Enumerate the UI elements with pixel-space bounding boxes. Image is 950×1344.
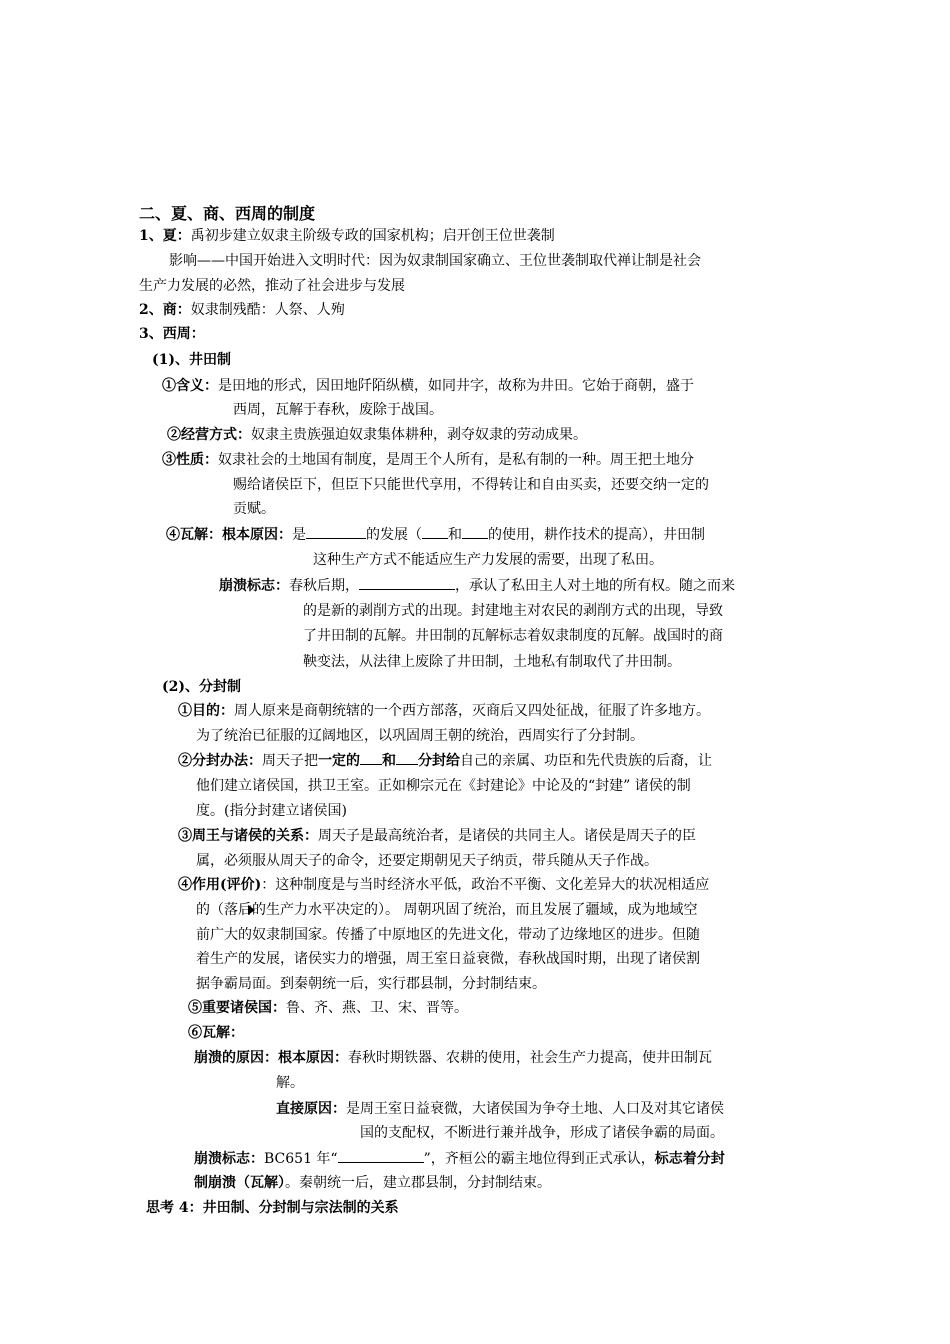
fenfeng-relation-1: 周天子是最高统治者，是诸侯的共同主人。诸侯是周天子的臣 [318, 828, 696, 844]
fenfeng-purpose-line [178, 700, 710, 722]
jingtian-sign-3: 了井田制的瓦解。井田制的瓦解标志着奴隶制度的瓦解。战国时的商 [303, 628, 723, 644]
fenfeng-method-1e: 自己的亲属、功臣和先代贵族的后裔，让 [460, 753, 712, 769]
fenfeng-collapse-label: ⑥瓦解： [188, 1025, 244, 1041]
fenfeng-sign-2a: 制崩溃（瓦解） [194, 1175, 285, 1191]
fenfeng-effect-2a: 的（落后 [196, 902, 252, 918]
fenfeng-direct-2: 国的支配权，不断进行兼并战争，形成了诸侯争霸的局面。 [360, 1125, 724, 1141]
jingtian-root-1a: 是 [292, 527, 306, 543]
fenfeng-purpose-label: ①目的： [178, 703, 234, 719]
fenfeng-states-line [188, 997, 468, 1019]
jingtian-sign-2: 的是新的剥削方式的出现。封建地主对农民的剥削方式的出现，导致 [303, 603, 723, 619]
jingtian-root-label: 根本原因： [222, 527, 292, 543]
blank-5 [360, 750, 382, 765]
blank-6 [396, 750, 418, 765]
fenfeng-sign-label: 崩溃标志： [194, 1151, 264, 1167]
fenfeng-method-1c: 和 [382, 753, 396, 769]
jingtian-collapse-line [166, 524, 705, 546]
jingtian-root-1b: 的发展（ [366, 527, 422, 543]
fenfeng-method-1a: 周天子把 [262, 753, 318, 769]
think-4: 思考 4：井田制、分封制与宗法制的关系 [146, 1200, 399, 1216]
fenfeng-relation-2: 属，必须服从周天子的命令，还要定期朝见天子纳贡，带兵随从天子作战。 [196, 853, 658, 869]
jingtian-operation-label: ②经营方式： [167, 427, 251, 443]
fenfeng-method-label: ②分封办法： [178, 753, 262, 769]
jingtian-meaning-label: ①含义： [162, 378, 218, 394]
jingtian-sign-1b: ，承认了私田主人对土地的所有权。随之而来 [455, 578, 735, 594]
blank-1 [306, 524, 366, 539]
jingtian-nature-2: 赐给诸侯臣下，但臣下只能世代享用，不得转让和自由买卖，还要交纳一定的 [233, 477, 709, 493]
jingtian-root-1c: 和 [448, 527, 462, 543]
fenfeng-effect-label: ④作用(评价) [178, 877, 262, 893]
xia-impact-2: 生产力发展的必然，推动了社会进步与发展 [139, 278, 405, 294]
fenfeng-sign-1a: BC651 年“ [264, 1151, 338, 1167]
fenfeng-effect-1: ：这种制度是与当时经济水平低，政治不平衡、文化差异大的状况相适应 [261, 877, 710, 893]
xia-heading: 1、夏： [139, 228, 191, 244]
fenfeng-root-label: 根本原因： [278, 1050, 348, 1066]
fenfeng-direct-line [276, 1098, 724, 1120]
shang-text: 奴隶制残酷：人祭、人殉 [190, 302, 345, 318]
fenfeng-effect-line [178, 874, 709, 896]
fenfeng-effect-3: 前广大的奴隶制国家。传播了中原地区的先进文化，带动了边缘地区的进步。但随 [196, 927, 700, 943]
xia-text: 禹初步建立奴隶主阶级专政的国家机构；启开创王位世袭制 [190, 228, 555, 244]
fenfeng-method-line [178, 750, 712, 772]
fenfeng-direct-1: 是周王室日益衰微，大诸侯国为争夺土地、人口及对其它诸侯 [346, 1101, 724, 1117]
fenfeng-effect-2-line [196, 899, 697, 921]
fenfeng-heading: (2)、分封制 [162, 679, 241, 695]
fenfeng-method-3: 度。(指分封建立诸侯国) [196, 803, 347, 819]
shang-heading: 2、商： [139, 302, 191, 318]
jingtian-operation-text: 奴隶主贵族强迫奴隶集体耕种，剥夺奴隶的劳动成果。 [251, 427, 587, 443]
jingtian-sign-line [219, 575, 735, 597]
shang-line [139, 299, 345, 321]
jingtian-nature-line [162, 449, 694, 471]
fenfeng-effect-2b: 的生产力水平决定的）。 周朝巩固了统治，而且发展了疆域，成为地域空 [252, 902, 698, 918]
section-title: 二、夏、商、西周的制度 [139, 204, 316, 223]
fenfeng-relation-label: ③周王与诸侯的关系： [178, 828, 318, 844]
fenfeng-sign-2-line [194, 1172, 551, 1194]
blank-2 [422, 524, 448, 539]
jingtian-nature-3: 贡赋。 [233, 501, 275, 517]
jingtian-sign-4: 鞅变法，从法律上废除了井田制，土地私有制取代了井田制。 [303, 654, 681, 670]
jingtian-heading: (1)、井田制 [152, 352, 231, 368]
fenfeng-relation-line [178, 825, 696, 847]
fenfeng-sign-1c: 标志着分封 [654, 1151, 725, 1167]
blank-7 [338, 1148, 424, 1163]
xizhou-heading: 3、西周： [139, 326, 205, 342]
blank-3 [462, 524, 488, 539]
jingtian-sign-label: 崩溃标志： [219, 578, 289, 594]
fenfeng-effect-5: 据争霸局面。到秦朝统一后，实行郡县制，分封制结束。 [196, 976, 546, 992]
jingtian-sign-1a: 春秋后期， [289, 578, 359, 594]
blank-4 [359, 575, 455, 590]
fenfeng-cause-label: 崩溃的原因： [194, 1050, 278, 1066]
fenfeng-root-1: 春秋时期铁器、农耕的使用，社会生产力提高，使井田制瓦 [348, 1050, 712, 1066]
jingtian-collapse-label: ④瓦解： [166, 527, 222, 543]
fenfeng-sign-1b: ”，齐桓公的霸主地位得到正式承认， [423, 1151, 655, 1167]
xia-line [139, 225, 555, 247]
fenfeng-direct-label: 直接原因： [276, 1101, 346, 1117]
fenfeng-method-1d: 分封给 [418, 753, 460, 769]
fenfeng-sign-line [194, 1148, 725, 1170]
fenfeng-states-label: ⑤重要诸侯国： [188, 1000, 286, 1016]
fenfeng-purpose-2: 为了统治已征服的辽阔地区，以巩固周王朝的统治，西周实行了分封制。 [196, 728, 644, 744]
fenfeng-effect-4: 着生产的发展，诸侯实力的增强，周王室日益衰微，春秋战国时期，出现了诸侯割 [196, 951, 700, 967]
jingtian-root-1d: 的使用，耕作技术的提高），井田制 [488, 527, 705, 543]
fenfeng-method-2: 他们建立诸侯国，拱卫王室。正如柳宗元在《封建论》中论及的“封建” 诸侯的制 [196, 778, 691, 794]
fenfeng-method-1b: 一定的 [318, 753, 360, 769]
fenfeng-purpose-1: 周人原来是商朝统辖的一个西方部落，灭商后又四处征战，征服了许多地方。 [234, 703, 710, 719]
fenfeng-root-2: 解。 [276, 1075, 304, 1091]
xia-impact-1: 影响——中国开始进入文明时代：因为奴隶制国家确立、王位世袭制取代禅让制是社会 [169, 253, 701, 269]
jingtian-meaning-line [162, 375, 694, 397]
jingtian-meaning-1: 是田地的形式，因田地阡陌纵横，如同井字，故称为井田。它始于商朝，盛于 [218, 378, 694, 394]
jingtian-root-2: 这种生产方式不能适应生产力发展的需要，出现了私田。 [313, 552, 663, 568]
jingtian-meaning-2: 西周，瓦解于春秋，废除于战国。 [233, 402, 443, 418]
fenfeng-cause-line [194, 1047, 712, 1069]
jingtian-nature-1: 奴隶社会的土地国有制度，是周王个人所有，是私有制的一种。周王把土地分 [218, 452, 694, 468]
jingtian-nature-label: ③性质： [162, 452, 218, 468]
fenfeng-sign-2b: 。秦朝统一后，建立郡县制，分封制结束。 [285, 1175, 551, 1191]
fenfeng-states-text: 鲁、齐、燕、卫、宋、晋等。 [286, 1000, 468, 1016]
jingtian-operation-line [167, 424, 587, 446]
